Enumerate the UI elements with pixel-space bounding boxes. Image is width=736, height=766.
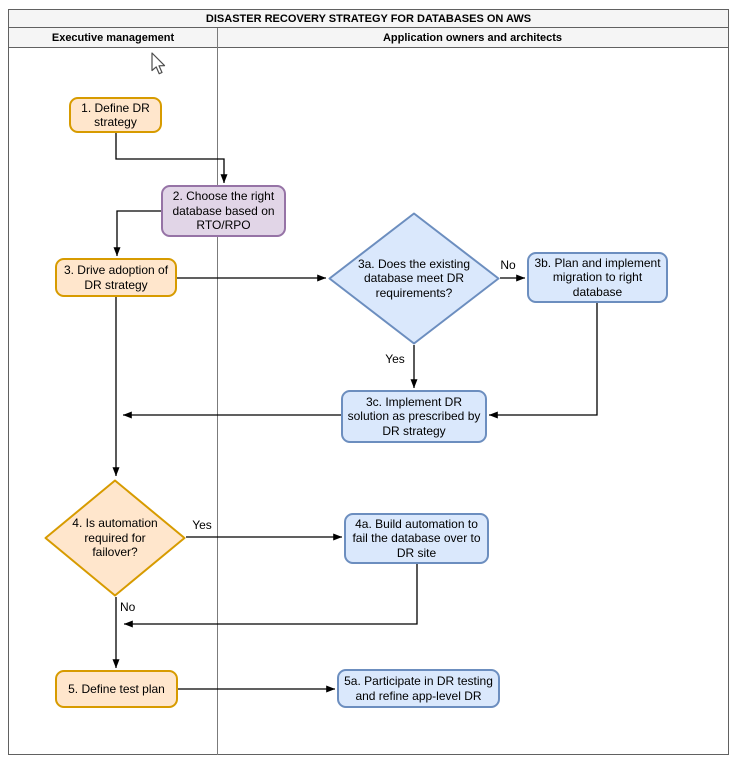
node-5a-participate-dr-testing[interactable]: [337, 669, 500, 708]
edge-1-to-2[interactable]: [116, 133, 224, 183]
mouse-pointer-icon: [150, 52, 166, 76]
node-3b-plan-migration[interactable]: [527, 252, 668, 303]
node-3a-decision-existing-database[interactable]: [328, 212, 500, 345]
node-label: 3b. Plan and implement migration to right database: [534, 255, 661, 299]
lane-label: Executive management: [51, 31, 175, 44]
diagram-title: DISASTER RECOVERY STRATEGY FOR DATABASES ON AWS: [205, 12, 532, 25]
node-3c-implement-dr-solution[interactable]: [341, 390, 487, 443]
node-label: 3c. Implement DR solution as prescribed by DR strategy: [347, 394, 481, 438]
node-label: 4a. Build automation to fail the database over to DR site: [352, 516, 481, 560]
node-4-decision-automation-required[interactable]: [44, 479, 186, 597]
node-2-choose-right-database[interactable]: [161, 185, 286, 237]
node-3-drive-adoption[interactable]: [55, 258, 177, 297]
edge-label-no-3a: No: [500, 258, 516, 272]
node-label: 4. Is automation required for failover?: [72, 516, 158, 560]
node-label: 1. Define DR strategy: [81, 100, 150, 129]
node-label: 3a. Does the existing database meet DR requirements?: [357, 256, 471, 300]
node-label: 2. Choose the right database based on RTO/RPO: [172, 189, 275, 233]
node-5-define-test-plan[interactable]: [55, 670, 178, 708]
node-label: 5a. Participate in DR testing and refine app-level DR: [344, 674, 493, 703]
edge-label-yes-4: Yes: [192, 518, 212, 532]
node-label: 5. Define test plan: [68, 681, 165, 696]
node-label: 3. Drive adoption of DR strategy: [63, 263, 169, 292]
edge-2-to-3[interactable]: [117, 211, 161, 256]
lane-label: Application owners and architects: [382, 31, 563, 44]
edge-label-yes-3a: Yes: [385, 352, 405, 366]
node-4a-build-automation[interactable]: [344, 513, 489, 564]
edge-3b-to-3c[interactable]: [489, 303, 597, 415]
edge-label-no-4: No: [120, 600, 136, 614]
node-1-define-dr-strategy[interactable]: [69, 97, 162, 133]
